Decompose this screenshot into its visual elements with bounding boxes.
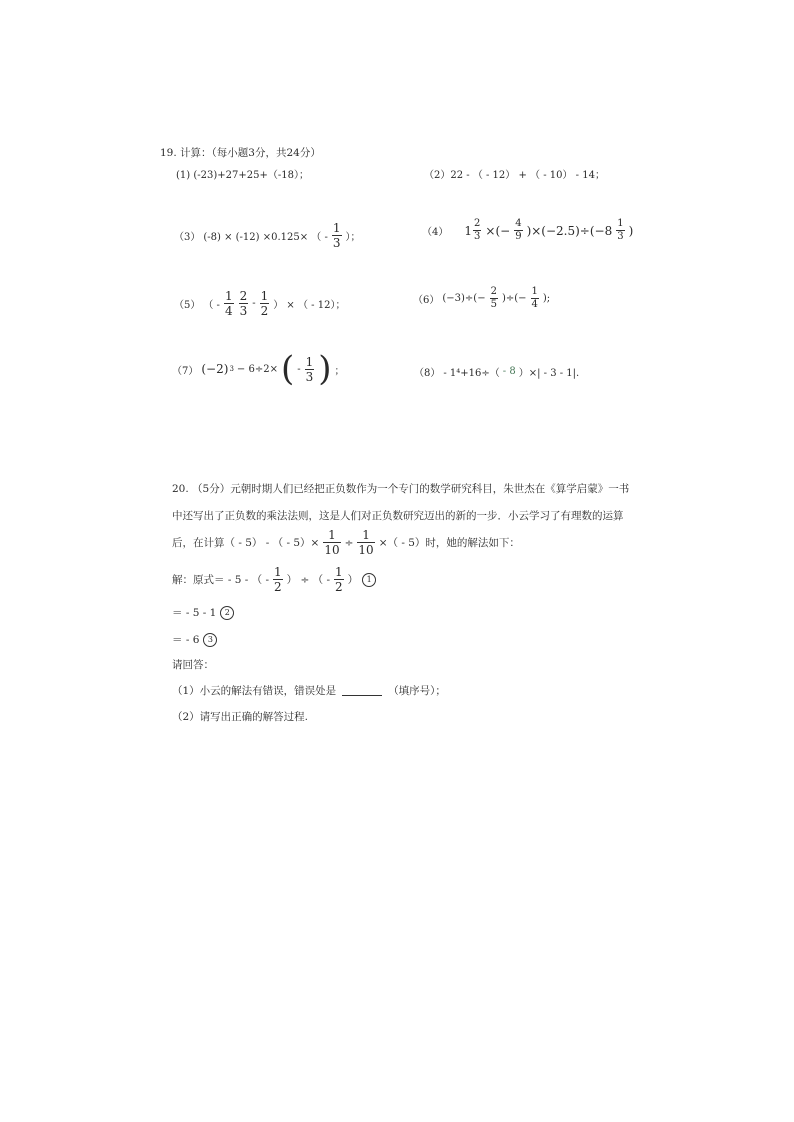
q20-l3-frac1 (323, 529, 340, 556)
p4-mid1: ×(− (485, 223, 511, 238)
q20-sub-question-2: （2）请写出正确的解答过程. (172, 711, 309, 723)
q20-l3-num2: 1 (362, 528, 370, 542)
q20-ask: 请回答： (172, 659, 214, 671)
p6-label: （6） (413, 295, 440, 306)
p6-end: ); (542, 293, 551, 304)
p5-den3: 2 (260, 304, 269, 318)
p5-num1: 1 (224, 289, 233, 303)
p5-frac2 (239, 290, 249, 317)
p8-end: ）×| - 3 - 1|. (518, 368, 580, 379)
p6-den1: 5 (490, 299, 497, 310)
p4-whole1: 1 (464, 223, 473, 238)
p4-mid2: )×(−2.5)÷(−8 (526, 223, 613, 238)
p5-frac1 (224, 290, 234, 317)
sol3-text: ＝ - 6 (172, 634, 200, 646)
sol1-mid: ） ÷ （ - (286, 574, 331, 586)
q20-l3-pre: 后，在计算（ - 5） - （ - 5）× (172, 537, 320, 549)
p8-pre: - 1⁴+16÷（ (443, 368, 500, 379)
p4-num1: 2 (474, 218, 481, 229)
p7-pre: (−2) (201, 362, 229, 376)
p4-num2: 4 (515, 218, 522, 229)
q20-l3-den2: 10 (358, 543, 374, 557)
q19-title: 19. 计算：（每小题3分，共24分） (160, 147, 321, 159)
p4-label: （4） (422, 227, 449, 238)
q19-problem-2: （2）22 - （ - 12） + （ - 10） - 14； (424, 170, 605, 181)
q20-solution-1 (172, 566, 376, 593)
p7-label: （7） (172, 365, 199, 377)
p7-mid: − 6÷2× (236, 363, 278, 375)
sub1-pre: （1）小云的解法有错误，错误处是 (172, 685, 337, 697)
q20-line-3 (172, 529, 520, 556)
p5-pre: （ - (203, 300, 220, 311)
p4-frac3 (616, 219, 624, 242)
p5-frac3 (260, 290, 270, 317)
p3-text: (-8) × (-12) ×0.125× （ - (203, 232, 328, 243)
p4-frac2 (514, 219, 522, 242)
sol1-num1: 1 (274, 565, 282, 579)
p5-end: ） × （ - 12）； (273, 300, 346, 311)
p4-den1: 3 (474, 231, 481, 242)
p4-den2: 9 (515, 231, 522, 242)
p8-green: - 8 (502, 366, 516, 377)
p7-close-paren: ) (318, 349, 332, 389)
p5-den1: 4 (224, 304, 233, 318)
p7-den: 3 (305, 369, 314, 384)
p3-fraction (332, 222, 342, 249)
circled-mark-1: 1 (362, 573, 376, 587)
q20-sub-question-1 (172, 683, 446, 698)
sol1-den2: 2 (335, 580, 343, 594)
circled-mark-3: 3 (203, 633, 217, 647)
p6-num1: 2 (490, 286, 497, 297)
p6-den2: 4 (531, 299, 538, 310)
p5-sep: - (252, 298, 256, 309)
p4-mixed-1 (464, 219, 482, 242)
p4-frac1 (473, 219, 481, 242)
q20-l3-mid: ÷ (344, 536, 354, 549)
p6-pre: (−3)÷(− (442, 293, 486, 304)
p4-end: ) (628, 223, 634, 238)
q20-l3-num1: 1 (328, 528, 336, 542)
q20-l3-end: ×（ - 5）时，她的解法如下： (378, 537, 520, 549)
sol1-den1: 2 (274, 580, 282, 594)
p3-label: （3） (174, 232, 201, 243)
p4-den3: 3 (617, 231, 624, 242)
sol1-num2: 1 (335, 565, 343, 579)
sub1-end: （填序号）； (388, 685, 446, 697)
p6-num2: 1 (531, 286, 538, 297)
q19-problem-6 (413, 287, 550, 310)
q19-problem-5 (174, 290, 345, 317)
answer-blank[interactable] (342, 686, 382, 696)
sol1-pre: 解：原式＝ - 5 - （ - (172, 574, 270, 586)
p5-num2: 2 (239, 289, 248, 303)
p7-exp: 3 (229, 365, 234, 373)
p6-mid: )÷(− (501, 293, 527, 304)
p5-num3: 1 (260, 289, 269, 303)
q20-solution-3 (172, 632, 217, 647)
q19-problem-3 (174, 222, 361, 249)
p4-num3: 1 (617, 218, 624, 229)
p8-label: （8） (414, 368, 441, 379)
q20-line-1: 20. （5分）元朝时期人们已经把正负数作为一个专门的数学研究科目，朱世杰在《算学启蒙》一书 (172, 483, 630, 495)
q20-l3-den1: 10 (324, 543, 340, 557)
q20-solution-2 (172, 605, 234, 620)
q20-line-2: 中还写出了正负数的乘法法则，这是人们对正负数研究迈出的新的一步．小云学习了有理数的运算 (172, 510, 624, 522)
p6-frac1 (490, 287, 498, 310)
sol2-text: ＝ - 5 - 1 (172, 607, 217, 619)
p6-frac2 (531, 287, 539, 310)
p7-frac (305, 356, 315, 383)
p3-den: 3 (332, 236, 341, 250)
p5-den2: 3 (239, 304, 248, 318)
p7-inner-pre: - (297, 363, 301, 375)
q20-l3-frac2 (357, 529, 374, 556)
sol1-end: ） (347, 574, 359, 586)
p7-num: 1 (305, 354, 314, 369)
q19-problem-4 (422, 219, 633, 242)
sol1-frac1 (273, 566, 283, 593)
q19-problem-7 (172, 349, 345, 389)
circled-mark-2: 2 (220, 606, 234, 620)
p7-open-paren: ( (280, 349, 295, 389)
p3-end: ）； (345, 232, 361, 243)
p7-end: ； (334, 365, 345, 377)
sol1-frac2 (334, 566, 344, 593)
p3-num: 1 (332, 221, 341, 235)
p5-label: （5） (174, 300, 201, 311)
q19-problem-1: (1) (-23)+27+25+（-18）； (176, 170, 309, 181)
q19-problem-8 (414, 364, 579, 379)
